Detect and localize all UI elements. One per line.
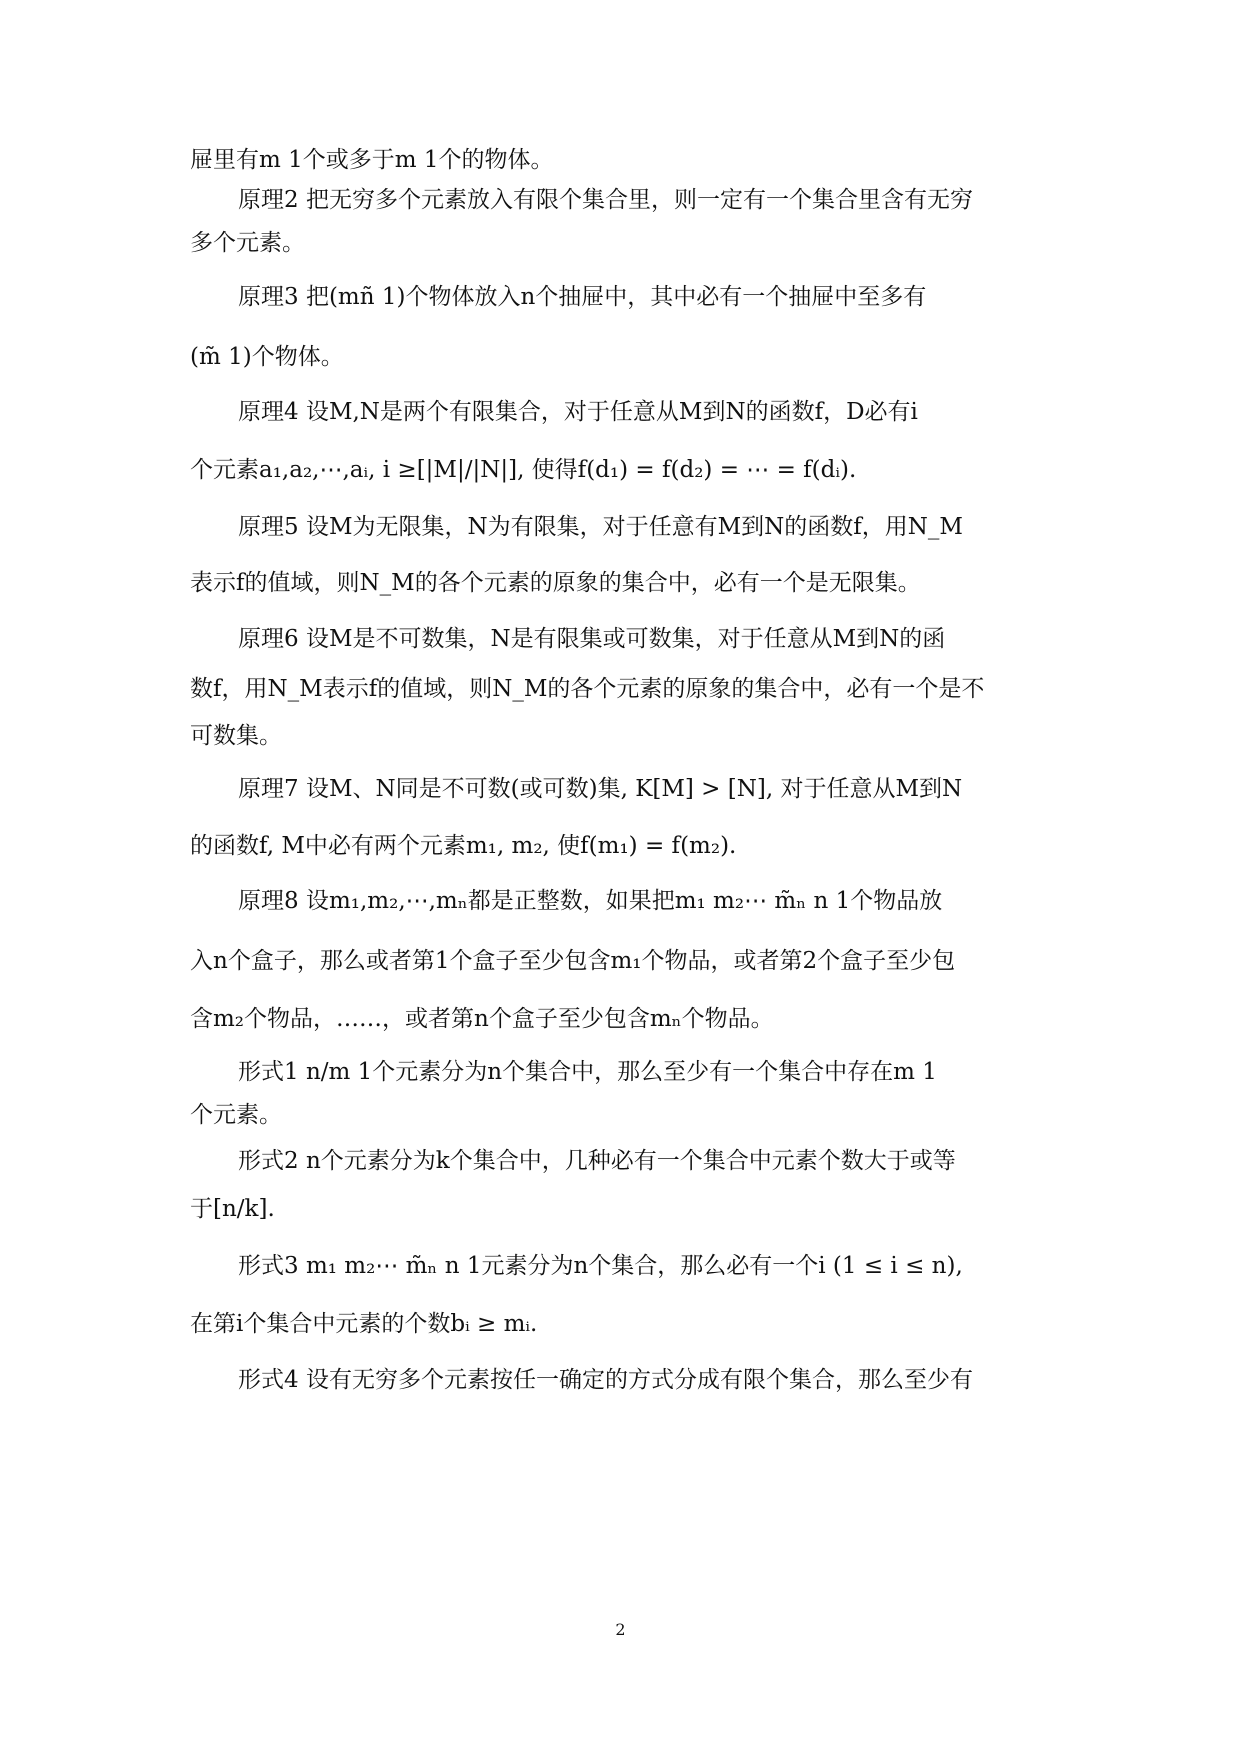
text-line: 表示f的值域，则N_M的各个元素的原象的集合中，必有一个是无限集。 — [190, 570, 921, 596]
principle-6-heading-line: 原理6 设M是不可数集，N是有限集或可数集，对于任意从M到N的函 — [238, 626, 946, 652]
form-3-heading-line: 形式3 m₁ m₂⋯ m̃ₙ n 1元素分为n个集合，那么必有一个i (1 ≤ i ≤ n), — [238, 1253, 963, 1279]
form-2-heading-line: 形式2 n个元素分为k个集合中，几种必有一个集合中元素个数大于或等 — [238, 1148, 956, 1174]
text-line: 个元素a₁,a₂,⋯,aᵢ, i ≥[|M|/|N|], 使得f(d₁) = f(d₂) = ⋯ = f(dᵢ). — [190, 457, 857, 483]
text-line: 个元素。 — [190, 1102, 282, 1128]
page-number: 2 — [615, 1620, 626, 1639]
form-4-heading-line: 形式4 设有无穷多个元素按任一确定的方式分成有限个集合，那么至少有 — [238, 1367, 973, 1393]
text-line: 数f，用N_M表示f的值域，则N_M的各个元素的原象的集合中，必有一个是不 — [190, 676, 985, 702]
text-line: 屉里有m 1个或多于m 1个的物体。 — [190, 147, 554, 173]
principle-4-heading-line: 原理4 设M,N是两个有限集合，对于任意从M到N的函数f，D必有i — [238, 399, 918, 425]
text-line: 于[n/k]. — [190, 1196, 275, 1222]
text-line: 入n个盒子，那么或者第1个盒子至少包含m₁个物品，或者第2个盒子至少包 — [190, 948, 956, 974]
text-line: 可数集。 — [190, 723, 282, 749]
text-line: (m̃ 1)个物体。 — [190, 344, 344, 370]
principle-2-heading-line: 原理2 把无穷多个元素放入有限个集合里，则一定有一个集合里含有无穷 — [238, 187, 973, 213]
text-line: 在第i个集合中元素的个数bᵢ ≥ mᵢ. — [190, 1311, 538, 1337]
text-line: 多个元素。 — [190, 230, 305, 256]
principle-7-heading-line: 原理7 设M、N同是不可数(或可数)集, K[M] > [N], 对于任意从M到N — [238, 776, 963, 802]
form-1-heading-line: 形式1 n/m 1个元素分为n个集合中，那么至少有一个集合中存在m 1 — [238, 1059, 937, 1085]
principle-5-heading-line: 原理5 设M为无限集，N为有限集，对于任意有M到N的函数f，用N_M — [238, 514, 963, 540]
text-line: 含m₂个物品，……，或者第n个盒子至少包含mₙ个物品。 — [190, 1006, 774, 1032]
text-line: 的函数f, M中必有两个元素m₁, m₂, 使f(m₁) = f(m₂). — [190, 833, 737, 859]
principle-3-heading-line: 原理3 把(mñ 1)个物体放入n个抽屉中，其中必有一个抽屉中至多有 — [238, 284, 927, 310]
principle-8-heading-line: 原理8 设m₁,m₂,⋯,mₙ都是正整数，如果把m₁ m₂⋯ m̃ₙ n 1个物品放 — [238, 888, 943, 914]
